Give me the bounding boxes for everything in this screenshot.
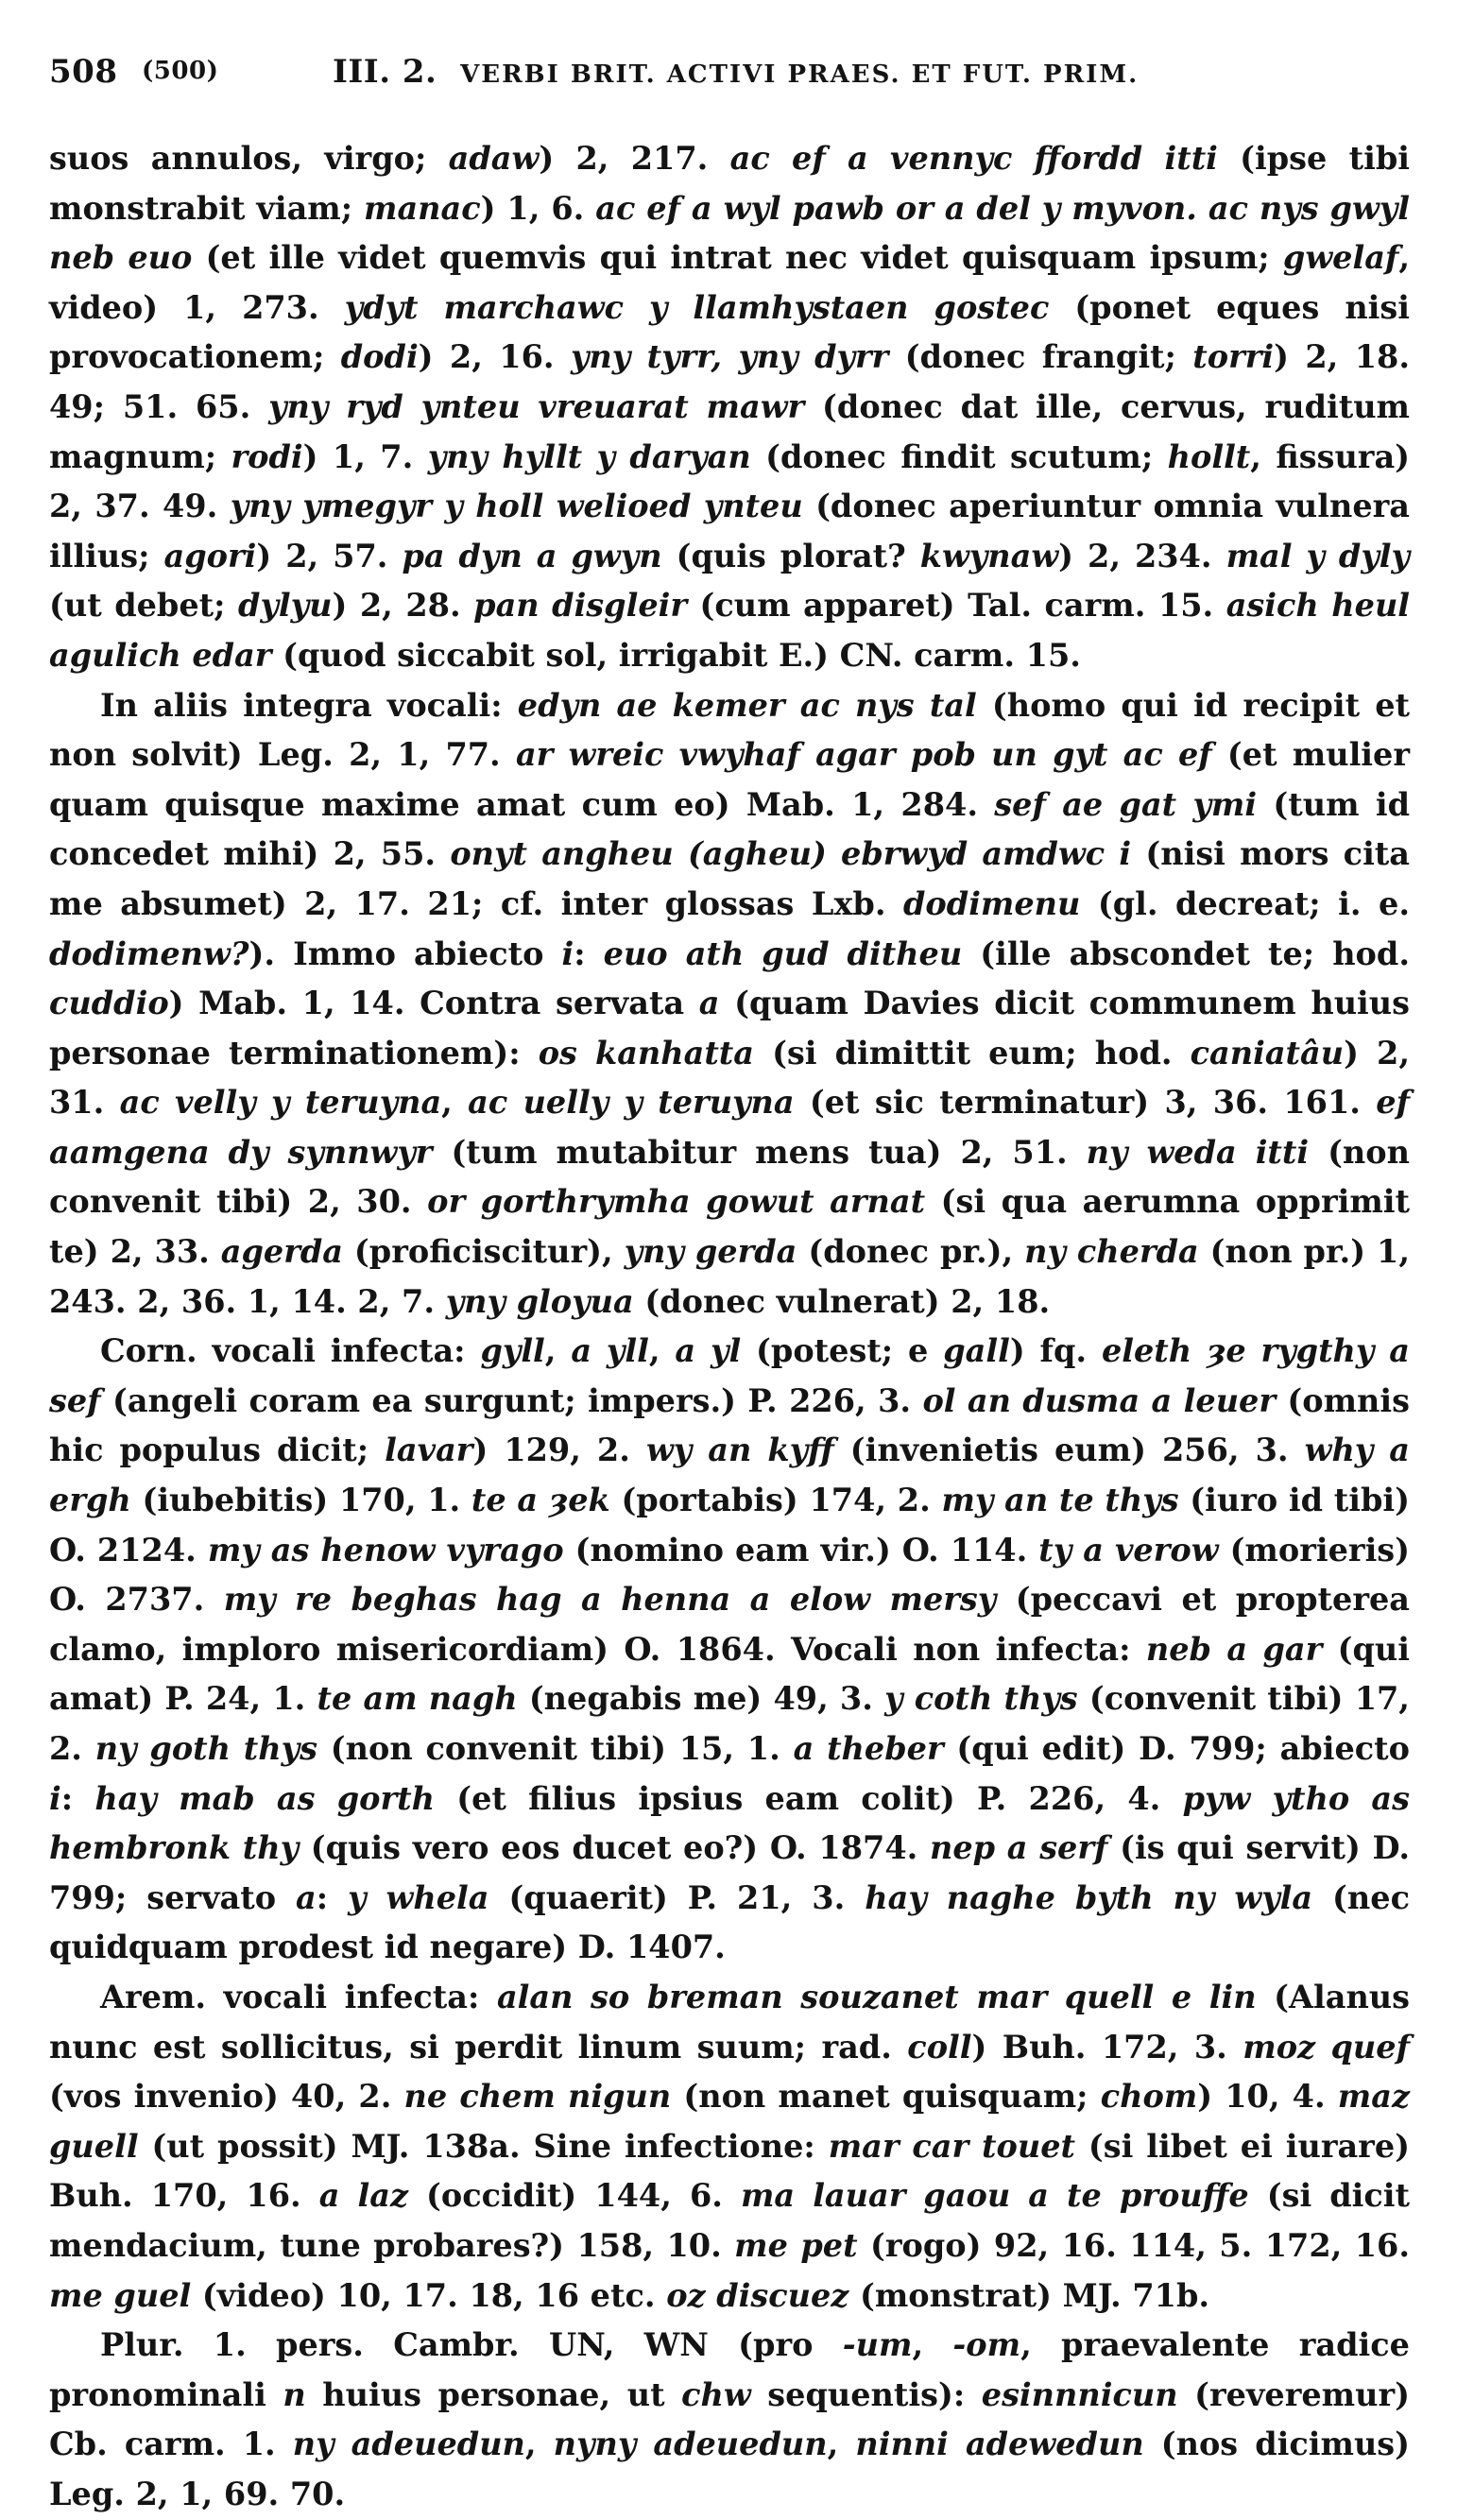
text-run: (tum id concedet mihi) 2, 55. bbox=[49, 785, 1410, 873]
text-run: (qui amat) P. 24, 1. bbox=[49, 1630, 1410, 1718]
text-run: (donec vulnerat) 2, 18. bbox=[633, 1282, 1051, 1320]
italic-term: gwelaf bbox=[1282, 239, 1399, 277]
italic-term: torri bbox=[1192, 338, 1275, 376]
italic-term: cuddio bbox=[49, 985, 169, 1022]
text-run: (morieris) O. 2737. bbox=[49, 1531, 1411, 1619]
italic-term: ydyt marchawc y llamhystaen gostec bbox=[344, 288, 1050, 326]
italic-term: pan disgleir bbox=[473, 587, 688, 625]
text-run: (quod siccabit sol, irrigabit E.) CN. carm. 15. bbox=[271, 636, 1081, 674]
text-run: ) 2, 16. bbox=[418, 338, 571, 376]
text-run: (cum apparet) Tal. carm. 15. bbox=[687, 587, 1226, 625]
text-run: ) 1, 6. bbox=[480, 189, 596, 227]
text-run: ) Buh. 172, 3. bbox=[971, 2028, 1243, 2066]
paragraph bbox=[49, 1973, 1410, 2321]
paragraph bbox=[49, 1327, 1410, 1973]
text-run: ) 2, 28. bbox=[332, 587, 474, 625]
text-run: ) fq. bbox=[1009, 1332, 1102, 1370]
italic-term: agori bbox=[163, 537, 257, 574]
italic-term: wy an kyff bbox=[645, 1431, 834, 1469]
italic-term: me pet bbox=[734, 2226, 858, 2264]
italic-term: sef ae gat ymi bbox=[994, 785, 1258, 823]
italic-term: nep a serf bbox=[930, 1829, 1108, 1867]
italic-term: os kanhatta bbox=[538, 1034, 754, 1071]
italic-term: pa dyn a gwyn bbox=[402, 537, 662, 574]
running-title bbox=[333, 53, 1139, 91]
italic-term: ny goth thys bbox=[94, 1730, 317, 1767]
text-run: (nec quidquam prodest id negare) D. 1407. bbox=[49, 1878, 1410, 1966]
text-run: ) 1, 7. bbox=[302, 437, 428, 475]
text-run: , bbox=[544, 1332, 572, 1370]
text-run: ) 2, 234. bbox=[1058, 537, 1226, 574]
text-run: ) 129, 2. bbox=[472, 1431, 646, 1469]
italic-term: ac velly y teruyna bbox=[119, 1084, 442, 1122]
italic-term: ol an dusma a leuer bbox=[922, 1381, 1277, 1419]
text-run: (donec pr.), bbox=[797, 1233, 1025, 1271]
italic-term: dylyu bbox=[238, 587, 333, 625]
italic-term: gall bbox=[943, 1332, 1010, 1370]
italic-term: y whela bbox=[348, 1878, 489, 1916]
italic-term: yny ymegyr y holl welioed ynteu bbox=[230, 488, 803, 525]
italic-term: a yll bbox=[571, 1332, 649, 1370]
text-run: (et sic terminatur) 3, 36. 161. bbox=[794, 1084, 1377, 1122]
text-run: huius personae, ut bbox=[305, 2375, 682, 2413]
italic-term: euo ath gud ditheu bbox=[603, 934, 963, 972]
italic-term: or gorthrymha gowut arnat bbox=[427, 1183, 926, 1221]
italic-term: ac ef a vennyc ffordd itti bbox=[729, 140, 1218, 177]
text-run: (non pr.) 1, 243. 2, 36. 1, 14. 2, 7. bbox=[49, 1233, 1410, 1320]
italic-term: dodimenw? bbox=[49, 934, 249, 972]
italic-term: ny cherda bbox=[1024, 1233, 1199, 1271]
italic-term: ar wreic vwyhaf agar pob un gyt ac ef bbox=[515, 736, 1212, 774]
text-run: (qui edit) D. 799; abiecto bbox=[943, 1730, 1410, 1767]
text-run: (ut possit) MJ. 138a. Sine infectione: bbox=[138, 2127, 829, 2165]
italic-term: mal y dyly bbox=[1225, 537, 1410, 574]
text-run: , video) 1, 273. bbox=[49, 239, 1410, 326]
text-run: : bbox=[574, 934, 604, 972]
text-run: (donec dat ille, cervus, ruditum magnum; bbox=[49, 387, 1410, 475]
running-title-text: VERBI BRIT. ACTIVI PRAES. ET FUT. PRIM. bbox=[460, 60, 1140, 89]
text-run: (si libet ei iurare) Buh. 170, 16. bbox=[49, 2127, 1410, 2215]
italic-term: i bbox=[561, 934, 574, 972]
italic-term: dodimenu bbox=[903, 884, 1081, 922]
italic-term: yny tyrr, yny dyrr bbox=[570, 338, 889, 376]
text-run: (quaerit) P. 21, 3. bbox=[488, 1878, 866, 1916]
text-run: In aliis integra vocali: bbox=[100, 686, 518, 724]
italic-term: yny hyllt y daryan bbox=[427, 437, 751, 475]
italic-term: ac nys gwyl neb euo bbox=[49, 189, 1410, 277]
body-text bbox=[49, 134, 1410, 2520]
text-run: ) 2, 18. 49; 51. 65. bbox=[49, 338, 1410, 425]
italic-term: yny gloyua bbox=[445, 1282, 634, 1320]
text-run: (si dimittit eum; hod. bbox=[754, 1034, 1191, 1071]
text-run: (ut debet; bbox=[49, 587, 239, 625]
text-run: (donec findit scutum; bbox=[750, 437, 1168, 475]
text-run: , fissura) 2, 37. 49. bbox=[49, 437, 1411, 525]
italic-term: ny weda itti bbox=[1086, 1133, 1310, 1171]
section-number: III. 2. bbox=[333, 53, 437, 91]
text-run: (iuro id tibi) O. 2124. bbox=[49, 1482, 1410, 1569]
text-run: (non convenit tibi) 15, 1. bbox=[317, 1730, 794, 1767]
italic-term: hollt bbox=[1167, 437, 1251, 475]
italic-term: maz guell bbox=[49, 2078, 1410, 2165]
italic-term: ac ef a wyl pawb or a del y myvon. bbox=[595, 189, 1197, 227]
italic-term: a theber bbox=[793, 1730, 944, 1767]
text-run: (vos invenio) 40, 2. bbox=[49, 2078, 404, 2116]
italic-term: yny gerda bbox=[624, 1233, 797, 1271]
text-run: (quis vero eos ducet eo?) O. 1874. bbox=[299, 1829, 931, 1867]
text-run: , bbox=[912, 2326, 953, 2364]
italic-term: i bbox=[49, 1779, 61, 1817]
text-run: (ponet eques nisi provocationem; bbox=[49, 288, 1410, 376]
paragraph bbox=[49, 2321, 1410, 2519]
italic-term: yny ryd ynteu vreuarat mawr bbox=[268, 387, 805, 425]
italic-term: neb a gar bbox=[1145, 1630, 1323, 1668]
text-run: (omnis hic populus dicit; bbox=[49, 1381, 1410, 1469]
text-run: ) 2, 57. bbox=[256, 537, 403, 574]
italic-term: ny adeuedun bbox=[292, 2426, 525, 2463]
italic-term: why a ergh bbox=[49, 1431, 1411, 1519]
text-run: (homo qui id recipit et non solvit) Leg. 2, 1, 77. bbox=[49, 686, 1410, 774]
text-run: (peccavi et propterea clamo, imploro misericordiam) O. 1864. Vocali non infecta: bbox=[49, 1581, 1411, 1668]
text-run: Plur. 1. pers. Cambr. UN, WN (pro bbox=[100, 2326, 843, 2364]
text-run: (angeli coram ea surgunt; impers.) P. 226, 3. bbox=[100, 1381, 923, 1419]
italic-term: ne chem nigun bbox=[403, 2078, 672, 2116]
original-page-number: (500) bbox=[142, 57, 219, 85]
italic-term: pyw ytho as hembronk thy bbox=[49, 1779, 1411, 1867]
text-run: : bbox=[60, 1779, 95, 1817]
text-run: , bbox=[827, 2426, 856, 2463]
italic-term: my re beghas hag a henna a elow mersy bbox=[223, 1581, 997, 1619]
italic-term: agerda bbox=[220, 1233, 343, 1271]
italic-term: te am nagh bbox=[317, 1680, 518, 1718]
text-run: (nisi mors cita me absumet) 2, 17. 21; cf. inter glossas Lxb. bbox=[49, 835, 1410, 922]
text-run: (et ille videt quemvis qui intrat nec videt quisquam ipsum; bbox=[192, 239, 1283, 277]
text-run: (monstrat) MJ. 71b. bbox=[848, 2276, 1210, 2314]
italic-term: alan so breman souzanet mar quell e lin bbox=[496, 1978, 1257, 2015]
italic-term: ac uelly y teruyna bbox=[468, 1084, 795, 1122]
italic-term: nyny adeuedun bbox=[553, 2426, 828, 2463]
italic-term: a yl bbox=[675, 1332, 742, 1370]
italic-term: y coth thys bbox=[884, 1680, 1078, 1718]
italic-term: onyt angheu (agheu) ebrwyd amdwc i bbox=[450, 835, 1132, 873]
text-run: (si dicit mendacium, tune probares?) 158, 10. bbox=[49, 2177, 1411, 2264]
text-run: (proficiscitur), bbox=[342, 1233, 625, 1271]
text-run: (non manet quisquam; bbox=[671, 2078, 1101, 2116]
text-run: (occidit) 144, 6. bbox=[407, 2177, 741, 2215]
italic-term: my as henow vyrago bbox=[207, 1531, 564, 1569]
text-run: (ipse tibi monstrabit viam; bbox=[49, 140, 1410, 227]
italic-term: adaw bbox=[448, 140, 540, 177]
text-run: (non convenit tibi) 2, 30. bbox=[49, 1133, 1410, 1221]
text-run: ) 10, 4. bbox=[1197, 2078, 1338, 2116]
page-number: 508 bbox=[49, 53, 118, 91]
italic-term: ty a verow bbox=[1038, 1531, 1219, 1569]
italic-term: mar car touet bbox=[828, 2127, 1076, 2165]
text-run: (iubebitis) 170, 1. bbox=[130, 1482, 471, 1519]
text-run: , bbox=[648, 1332, 676, 1370]
italic-term: moz quef bbox=[1243, 2028, 1410, 2066]
text-run: , bbox=[524, 2426, 554, 2463]
text-run: (et mulier quam quisque maxime amat cum eo) Mab. 1, 284. bbox=[49, 736, 1410, 823]
text-run: suos annulos, virgo; bbox=[49, 140, 449, 177]
text-run: : bbox=[316, 1878, 349, 1916]
text-run: (invenietis eum) 256, 3. bbox=[833, 1431, 1305, 1469]
italic-term: ma lauar gaou a te prouffe bbox=[740, 2177, 1249, 2215]
text-run bbox=[1197, 190, 1208, 227]
italic-term: me guel bbox=[49, 2276, 192, 2314]
text-run: (convenit tibi) 17, 2. bbox=[49, 1680, 1410, 1767]
text-run: , praevalente radice pronominali bbox=[49, 2326, 1410, 2413]
italic-term: te a ȝek bbox=[471, 1482, 610, 1519]
paragraph bbox=[49, 681, 1410, 1328]
text-run: (donec aperiuntur omnia vulnera illius; bbox=[49, 488, 1410, 574]
italic-term: chom bbox=[1100, 2078, 1198, 2116]
text-run: (ille abscondet te; hod. bbox=[962, 934, 1410, 972]
text-run: (quam Davies dicit communem huius personae terminationem): bbox=[49, 985, 1410, 1071]
italic-term: rodi bbox=[231, 437, 303, 475]
italic-term: kwynaw bbox=[919, 537, 1059, 574]
italic-term: a laz bbox=[318, 2177, 408, 2215]
italic-term: hay mab as gorth bbox=[94, 1779, 435, 1817]
italic-term: -om bbox=[952, 2326, 1021, 2364]
text-run: ) 2, 31. bbox=[49, 1034, 1410, 1122]
italic-term: oz discuez bbox=[666, 2276, 849, 2314]
italic-term: eleth ȝe rygthy a sef bbox=[49, 1332, 1410, 1419]
text-run: (nomino eam vir.) O. 114. bbox=[563, 1531, 1039, 1569]
italic-term: chw bbox=[681, 2375, 751, 2413]
text-run: ). Immo abiecto bbox=[249, 934, 562, 972]
italic-term: a bbox=[296, 1878, 317, 1916]
text-run: (gl. decreat; i. e. bbox=[1080, 884, 1411, 922]
text-run: (si qua aerumna opprimit te) 2, 33. bbox=[49, 1183, 1410, 1271]
italic-term: ninni adewedun bbox=[855, 2426, 1144, 2463]
text-run: , bbox=[441, 1084, 469, 1122]
italic-term: coll bbox=[907, 2028, 972, 2066]
italic-term: gyll bbox=[480, 1332, 545, 1370]
italic-term: dodi bbox=[340, 338, 419, 376]
text-run: Corn. vocali infecta: bbox=[100, 1332, 481, 1370]
italic-term: a bbox=[698, 985, 720, 1022]
text-run: ) Mab. 1, 14. Contra servata bbox=[168, 985, 699, 1022]
italic-term: manac bbox=[364, 189, 481, 227]
text-run: (rogo) 92, 16. 114, 5. 172, 16. bbox=[857, 2226, 1410, 2264]
text-run: (reveremur) Cb. carm. 1. bbox=[49, 2375, 1410, 2463]
text-run: (et filius ipsius eam colit) P. 226, 4. bbox=[434, 1779, 1183, 1817]
italic-term: my an te thys bbox=[941, 1482, 1179, 1519]
italic-term: n bbox=[283, 2375, 306, 2413]
text-run: ) 2, 217. bbox=[539, 140, 730, 177]
paragraph bbox=[49, 134, 1410, 681]
italic-term: asich heul agulich edar bbox=[49, 587, 1411, 674]
text-run: (portabis) 174, 2. bbox=[609, 1482, 942, 1519]
italic-term: esinnnicun bbox=[981, 2375, 1178, 2413]
running-header bbox=[49, 53, 1410, 100]
text-run: (nos dicimus) Leg. 2, 1, 69. 70. bbox=[49, 2426, 1411, 2512]
italic-term: hay naghe byth ny wyla bbox=[865, 1878, 1313, 1916]
italic-term: -um bbox=[842, 2326, 913, 2364]
text-run: (is qui servit) D. 799; servato bbox=[49, 1829, 1410, 1916]
italic-term: lavar bbox=[385, 1431, 473, 1469]
text-run: Arem. vocali infecta: bbox=[100, 1978, 497, 2015]
text-run: (quis plorat? bbox=[661, 537, 920, 574]
text-run: (donec frangit; bbox=[888, 338, 1193, 376]
text-run: (Alanus nunc est sollicitus, si perdit linum suum; rad. bbox=[49, 1978, 1411, 2066]
text-run: sequentis): bbox=[750, 2375, 982, 2413]
italic-term: caniatâu bbox=[1190, 1034, 1345, 1071]
text-run: (negabis me) 49, 3. bbox=[517, 1680, 885, 1718]
text-run: (potest; e bbox=[741, 1332, 944, 1370]
text-run: (video) 10, 17. 18, 16 etc. bbox=[191, 2276, 667, 2314]
italic-term: edyn ae kemer ac nys tal bbox=[517, 686, 977, 724]
italic-term: ef aamgena dy synnwyr bbox=[49, 1084, 1411, 1171]
text-run: (tum mutabitur mens tua) 2, 51. bbox=[432, 1133, 1087, 1171]
